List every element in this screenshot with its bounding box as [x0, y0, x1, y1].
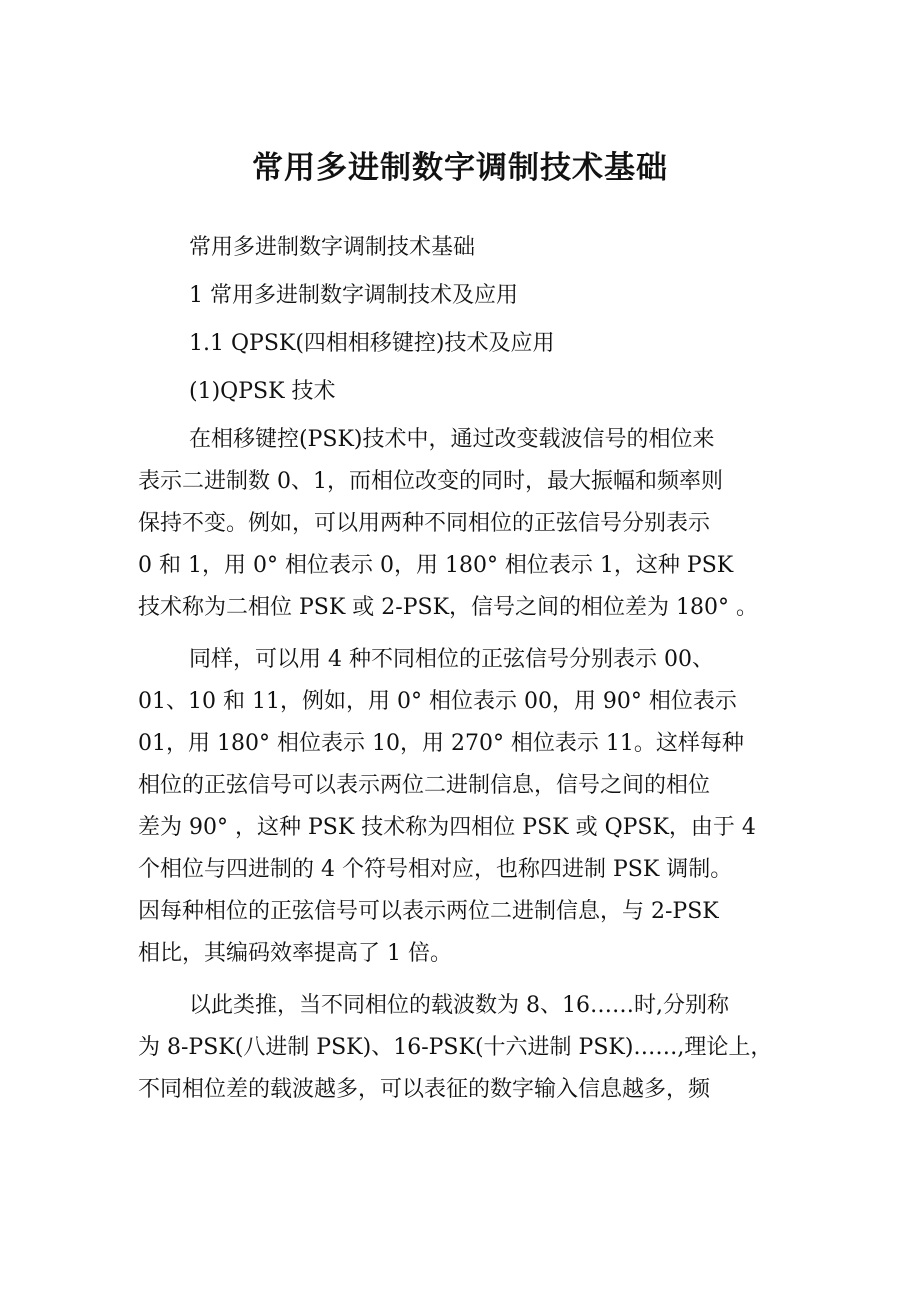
paragraph-line: 个相位与四进制的 4 个符号相对应，也称四进制 PSK 调制。	[138, 857, 733, 882]
section-heading: 1.1 QPSK(四相相移键控)技术及应用	[189, 331, 555, 356]
paragraph-line: 差为 90° ，这种 PSK 技术称为四相位 PSK 或 QPSK，由于 4	[138, 815, 756, 840]
paragraph	[138, 985, 788, 1111]
paragraph-line: 01，用 180° 相位表示 10，用 270° 相位表示 11。这样每种	[138, 731, 744, 756]
paragraph-line: 为 8-PSK(八进制 PSK)、16-PSK(十六进制 PSK)……,理论上，	[138, 1035, 773, 1060]
paragraph-line: 以此类推，当不同相位的载波数为 8、16……时,分别称	[189, 993, 729, 1018]
paragraph-line: 保持不变。例如，可以用两种不同相位的正弦信号分别表示	[138, 511, 711, 536]
paragraph	[138, 639, 788, 975]
paragraph-line: 不同相位差的载波越多，可以表征的数字输入信息越多，频	[138, 1077, 711, 1102]
paragraph-line: 因每种相位的正弦信号可以表示两位二进制信息，与 2-PSK	[138, 899, 719, 924]
paragraph-line: 相比，其编码效率提高了 1 倍。	[138, 941, 452, 966]
paragraph-line: 相位的正弦信号可以表示两位二进制信息，信号之间的相位	[138, 773, 711, 798]
paragraph-line: 0 和 1，用 0° 相位表示 0，用 180° 相位表示 1，这种 PSK	[138, 553, 734, 578]
paragraph-line: 表示二进制数 0、1，而相位改变的同时，最大振幅和频率则	[138, 469, 723, 494]
paragraph	[138, 419, 788, 629]
section-heading: 常用多进制数字调制技术基础	[189, 235, 476, 260]
document-title: 常用多进制数字调制技术基础	[252, 150, 668, 186]
paragraph-line: 同样，可以用 4 种不同相位的正弦信号分别表示 00、	[189, 647, 714, 672]
paragraph-line: 技术称为二相位 PSK 或 2-PSK，信号之间的相位差为 180° 。	[138, 595, 759, 620]
paragraph-line: 在相移键控(PSK)技术中，通过改变载波信号的相位来	[189, 427, 715, 452]
section-heading: (1)QPSK 技术	[189, 379, 336, 404]
paragraph-line: 01、10 和 11，例如，用 0° 相位表示 00，用 90° 相位表示	[138, 689, 737, 714]
section-heading: 1 常用多进制数字调制技术及应用	[189, 283, 518, 308]
document-body	[138, 227, 788, 1121]
